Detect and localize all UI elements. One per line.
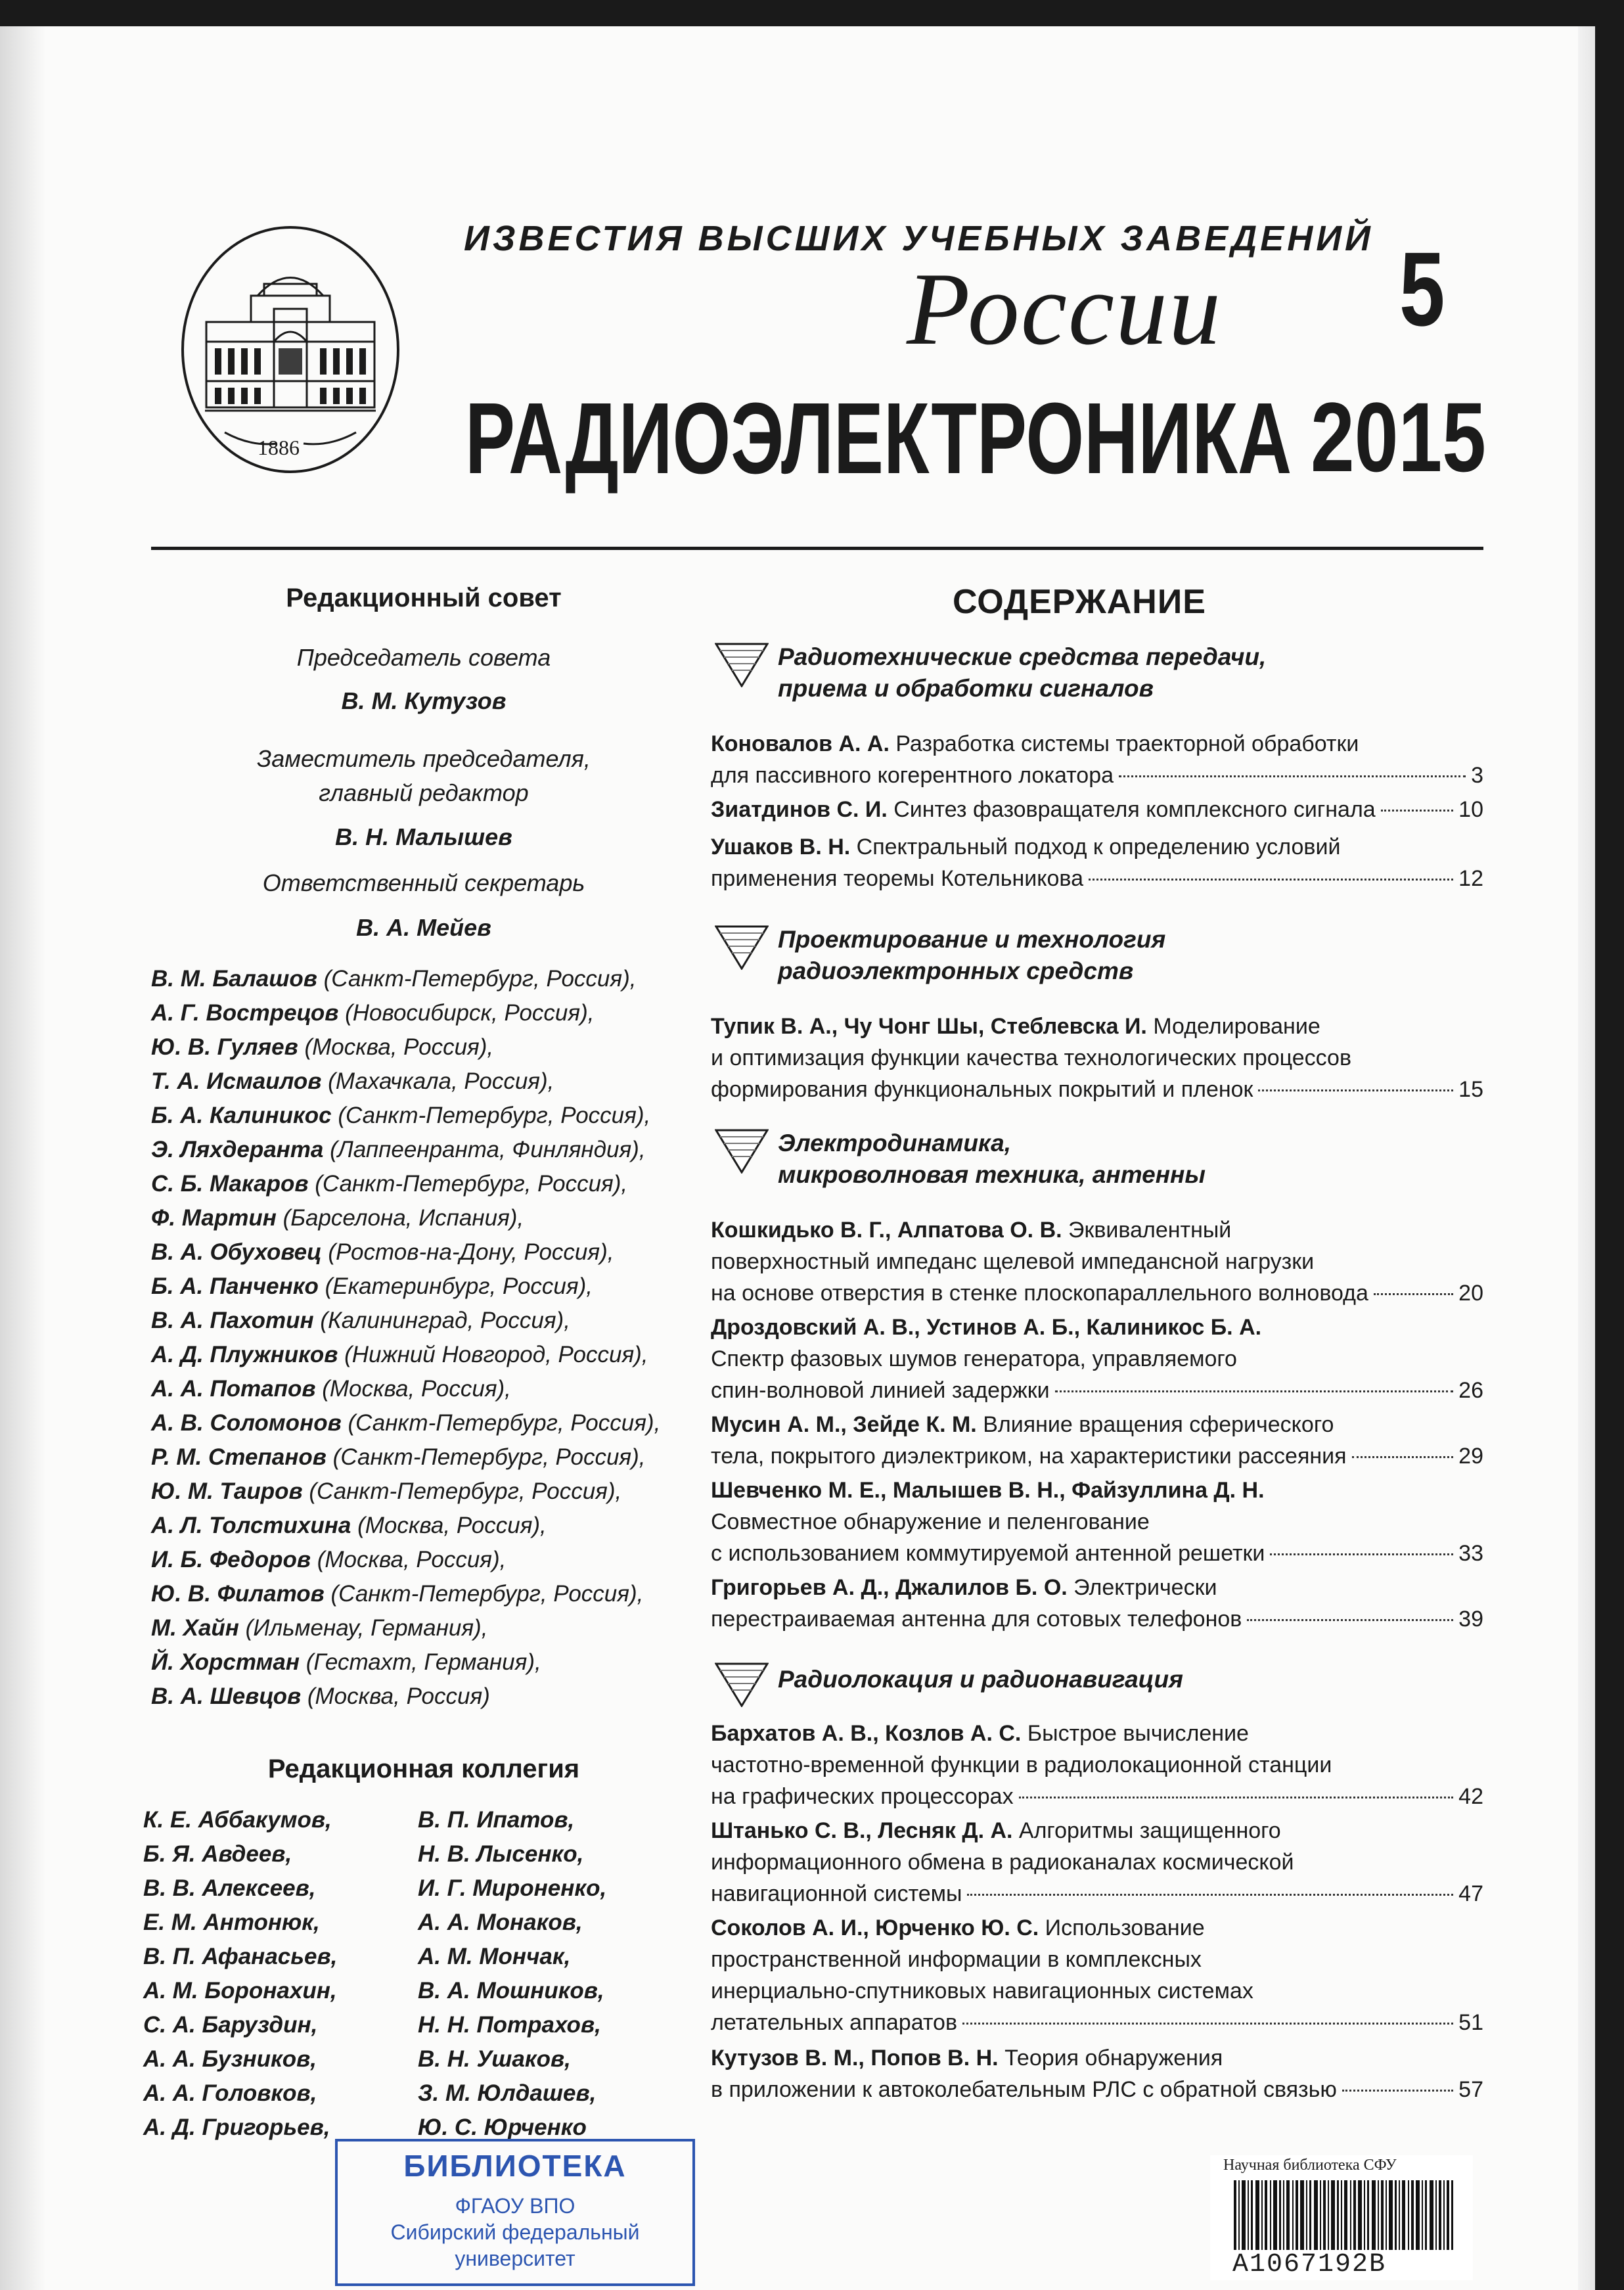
page-number: 20 <box>1458 1281 1483 1306</box>
secretary-name: В. А. Мейев <box>356 914 491 941</box>
collegium-member: Б. Я. Авдеев, <box>143 1841 292 1867</box>
contents-article[interactable]: Зиатдинов С. И. Синтез фазовращателя комплексного сигнала 10 <box>711 794 1483 825</box>
deputy-role-1: Заместитель председателя, <box>257 745 591 772</box>
deputy-role-2: главный редактор <box>319 779 529 806</box>
contents-article[interactable]: Тупик В. А., Чу Чонг Шы, Стеблевска И. Моделирование и оптимизация функции качества технологических процессов формирования функциональных покрытий и пленок 15 <box>711 1011 1483 1105</box>
collegium-member: З. М. Юлдашев, <box>418 2080 597 2106</box>
page-number: 33 <box>1458 1541 1483 1566</box>
board-member: Ю. В. Филатов (Санкт-Петербург, Россия), <box>151 1581 644 1607</box>
collegium-member: С. А. Баруздин, <box>143 2012 318 2038</box>
collegium-member: Н. В. Лысенко, <box>418 1841 584 1867</box>
section-triangle-icon <box>715 1661 769 1707</box>
page-number: 12 <box>1458 866 1483 891</box>
collegium-member: А. М. Мончак, <box>418 1944 571 1969</box>
collegium-right-column <box>418 1807 694 2149</box>
board-members <box>151 966 729 1718</box>
section-title: Радиотехнические средства передачи, приема и обработки сигналов <box>778 643 1267 702</box>
section-triangle-icon <box>715 924 769 970</box>
collegium-member: К. Е. Аббакумов, <box>143 1807 332 1833</box>
contents-article[interactable]: Штанько С. В., Лесняк Д. А. Алгоритмы защищенного информационного обмена в радиоканалах космической навигационной системы 47 <box>711 1815 1483 1910</box>
board-member: Ф. Мартин (Барселона, Испания), <box>151 1205 524 1231</box>
page-number: 26 <box>1458 1378 1483 1403</box>
page-number: 29 <box>1458 1444 1483 1469</box>
board-member: В. А. Пахотин (Калининград, Россия), <box>151 1308 570 1333</box>
board-member: Б. А. Панченко (Екатеринбург, Россия), <box>151 1273 593 1299</box>
section-title: Проектирование и технология радиоэлектронных средств <box>778 926 1166 984</box>
barcode-icon <box>1234 2180 1453 2250</box>
contents-article[interactable]: Мусин А. М., Зейде К. М. Влияние вращения сферического тела, покрытого диэлектриком, на характеристики рассеяния 29 <box>711 1409 1483 1472</box>
board-member: С. Б. Макаров (Санкт-Петербург, Россия), <box>151 1171 628 1197</box>
board-member: Э. Ляхдеранта (Лаппеенранта, Финляндия), <box>151 1137 646 1162</box>
secretary-role: Ответственный секретарь <box>262 869 585 896</box>
collegium-member: И. Г. Мироненко, <box>418 1875 607 1901</box>
board-member: А. Л. Толстихина (Москва, Россия), <box>151 1513 547 1538</box>
collegium-member: А. М. Боронахин, <box>143 1978 337 2004</box>
contents-article[interactable]: Шевченко М. Е., Малышев В. Н., Файзуллина Д. Н. Совместное обнаружение и пеленгование с использованием коммутируемой антенной решетки 33 <box>711 1475 1483 1569</box>
library-stamp <box>335 2139 695 2286</box>
collegium-member: В. А. Мошников, <box>418 1978 604 2004</box>
page-number: 57 <box>1458 2077 1483 2102</box>
journal-top-line: ИЗВЕСТИЯ ВЫСШИХ УЧЕБНЫХ ЗАВЕДЕНИЙ <box>464 219 1374 258</box>
collegium-member: В. Н. Ушаков, <box>418 2046 571 2072</box>
collegium-member: В. В. Алексеев, <box>143 1875 316 1901</box>
contents-article[interactable]: Коновалов А. А. Разработка системы траекторной обработки для пассивного когерентного локатора 3 <box>711 728 1483 791</box>
board-member: А. Г. Вострецов (Новосибирск, Россия), <box>151 1000 595 1026</box>
collegium-member: А. А. Бузников, <box>143 2046 317 2072</box>
section-title: Радиолокация и радионавигация <box>778 1666 1183 1693</box>
collegium-member: Е. М. Антонюк, <box>143 1910 320 1935</box>
page-number: 51 <box>1458 2010 1483 2035</box>
collegium-member: Н. Н. Потрахов, <box>418 2012 601 2038</box>
contents-article[interactable]: Кутузов В. М., Попов В. Н. Теория обнаружения в приложении к автоколебательным РЛС с обратной связью 57 <box>711 2042 1483 2105</box>
page-edge <box>1578 26 1595 2290</box>
collegium-member: А. Д. Григорьев, <box>143 2115 330 2140</box>
board-member: Т. А. Исмаилов (Махачкала, Россия), <box>151 1068 554 1094</box>
stamp-line: Сибирский федеральный <box>390 2220 640 2244</box>
page-binding-shadow <box>0 26 46 2290</box>
collegium-member: В. П. Афанасьев, <box>143 1944 338 1969</box>
barcode-number: A1067192B <box>1232 2250 1387 2279</box>
emblem-year: 1886 <box>258 436 300 459</box>
section-triangle-icon <box>715 641 769 687</box>
contents-article[interactable]: Бархатов А. В., Козлов А. С. Быстрое вычисление частотно-временной функции в радиолокационной станции на графических процессорах 42 <box>711 1718 1483 1812</box>
stamp-line: БИБЛИОТЕКА <box>403 2149 627 2183</box>
collegium-member: В. П. Ипатов, <box>418 1807 575 1833</box>
stamp-line: ФГАОУ ВПО <box>455 2194 575 2218</box>
page-number: 10 <box>1458 797 1483 822</box>
section-title: Электродинамика, микроволновая техника, антенны <box>778 1130 1206 1188</box>
page-number: 42 <box>1458 1784 1483 1809</box>
page-number: 47 <box>1458 1881 1483 1906</box>
header-rule <box>151 547 1483 550</box>
chair-name: В. М. Кутузов <box>341 687 507 714</box>
board-member: А. Д. Плужников (Нижний Новгород, Россия), <box>151 1342 648 1367</box>
contents-article[interactable]: Кошкидько В. Г., Алпатова О. В. Эквивалентный поверхностный импеданс щелевой импедансной нагрузки на основе отверстия в стенке плоскопараллельного волновода 20 <box>711 1214 1483 1309</box>
board-member: Р. М. Степанов (Санкт-Петербург, Россия), <box>151 1444 646 1470</box>
board-member: И. Б. Федоров (Москва, Россия), <box>151 1547 507 1572</box>
board-member: Ю. В. Гуляев (Москва, Россия), <box>151 1034 494 1060</box>
page-number: 15 <box>1458 1077 1483 1102</box>
contents-article[interactable]: Соколов А. И., Юрченко Ю. С. Использование пространственной информации в комплексных инерциально-спутниковых навигационных системах летательных аппаратов 51 <box>711 1912 1483 2038</box>
university-emblem <box>179 223 402 476</box>
barcode-label: Научная библиотека СФУ <box>1223 2157 1397 2174</box>
board-member: В. А. Шевцов (Москва, Россия) <box>151 1683 490 1709</box>
page-number: 3 <box>1471 763 1483 788</box>
collegium-title: Редакционная коллегия <box>267 1754 580 1783</box>
page-number: 39 <box>1458 1607 1483 1632</box>
collegium-member: А. А. Монаков, <box>418 1910 583 1935</box>
contents-article[interactable]: Дроздовский А. В., Устинов А. Б., Калиникос Б. А. Спектр фазовых шумов генератора, управляемого спин-волновой линией задержки 26 <box>711 1312 1483 1406</box>
deputy-name: В. Н. Малышев <box>335 823 512 850</box>
board-member: В. А. Обуховец (Ростов-на-Дону, Россия), <box>151 1239 614 1265</box>
collegium-member: А. А. Головков, <box>143 2080 317 2106</box>
issue-number: 5 <box>1399 230 1445 348</box>
journal-name: РАДИОЭЛЕКТРОНИКА <box>465 382 1292 495</box>
collegium-left-column <box>143 1807 419 2149</box>
board-member: Б. А. Калиникос (Санкт-Петербург, Россия), <box>151 1103 651 1128</box>
contents-article[interactable]: Ушаков В. Н. Спектральный подход к определению условий применения теоремы Котельникова 12 <box>711 831 1483 894</box>
contents-article[interactable]: Григорьев А. Д., Джалилов Б. О. Электрически перестраиваемая антенна для сотовых телефонов 39 <box>711 1572 1483 1635</box>
contents-title: СОДЕРЖАНИЕ <box>953 583 1206 621</box>
board-member: А. А. Потапов (Москва, Россия), <box>151 1376 511 1402</box>
collegium-member: Ю. С. Юрченко <box>418 2115 587 2140</box>
chair-role: Председатель совета <box>296 644 551 671</box>
board-member: Й. Хорстман (Гестахт, Германия), <box>151 1649 541 1675</box>
board-member: Ю. М. Таиров (Санкт-Петербург, Россия), <box>151 1478 622 1504</box>
stamp-line: университет <box>455 2247 575 2270</box>
board-title: Редакционный совет <box>286 584 562 612</box>
board-member: В. М. Балашов (Санкт-Петербург, Россия), <box>151 966 637 992</box>
board-member: А. В. Соломонов (Санкт-Петербург, Россия), <box>151 1410 661 1436</box>
journal-year: 2015 <box>1311 382 1486 492</box>
journal-russia: России <box>907 252 1223 367</box>
section-triangle-icon <box>715 1128 769 1174</box>
board-member: М. Хайн (Ильменау, Германия), <box>151 1615 488 1641</box>
